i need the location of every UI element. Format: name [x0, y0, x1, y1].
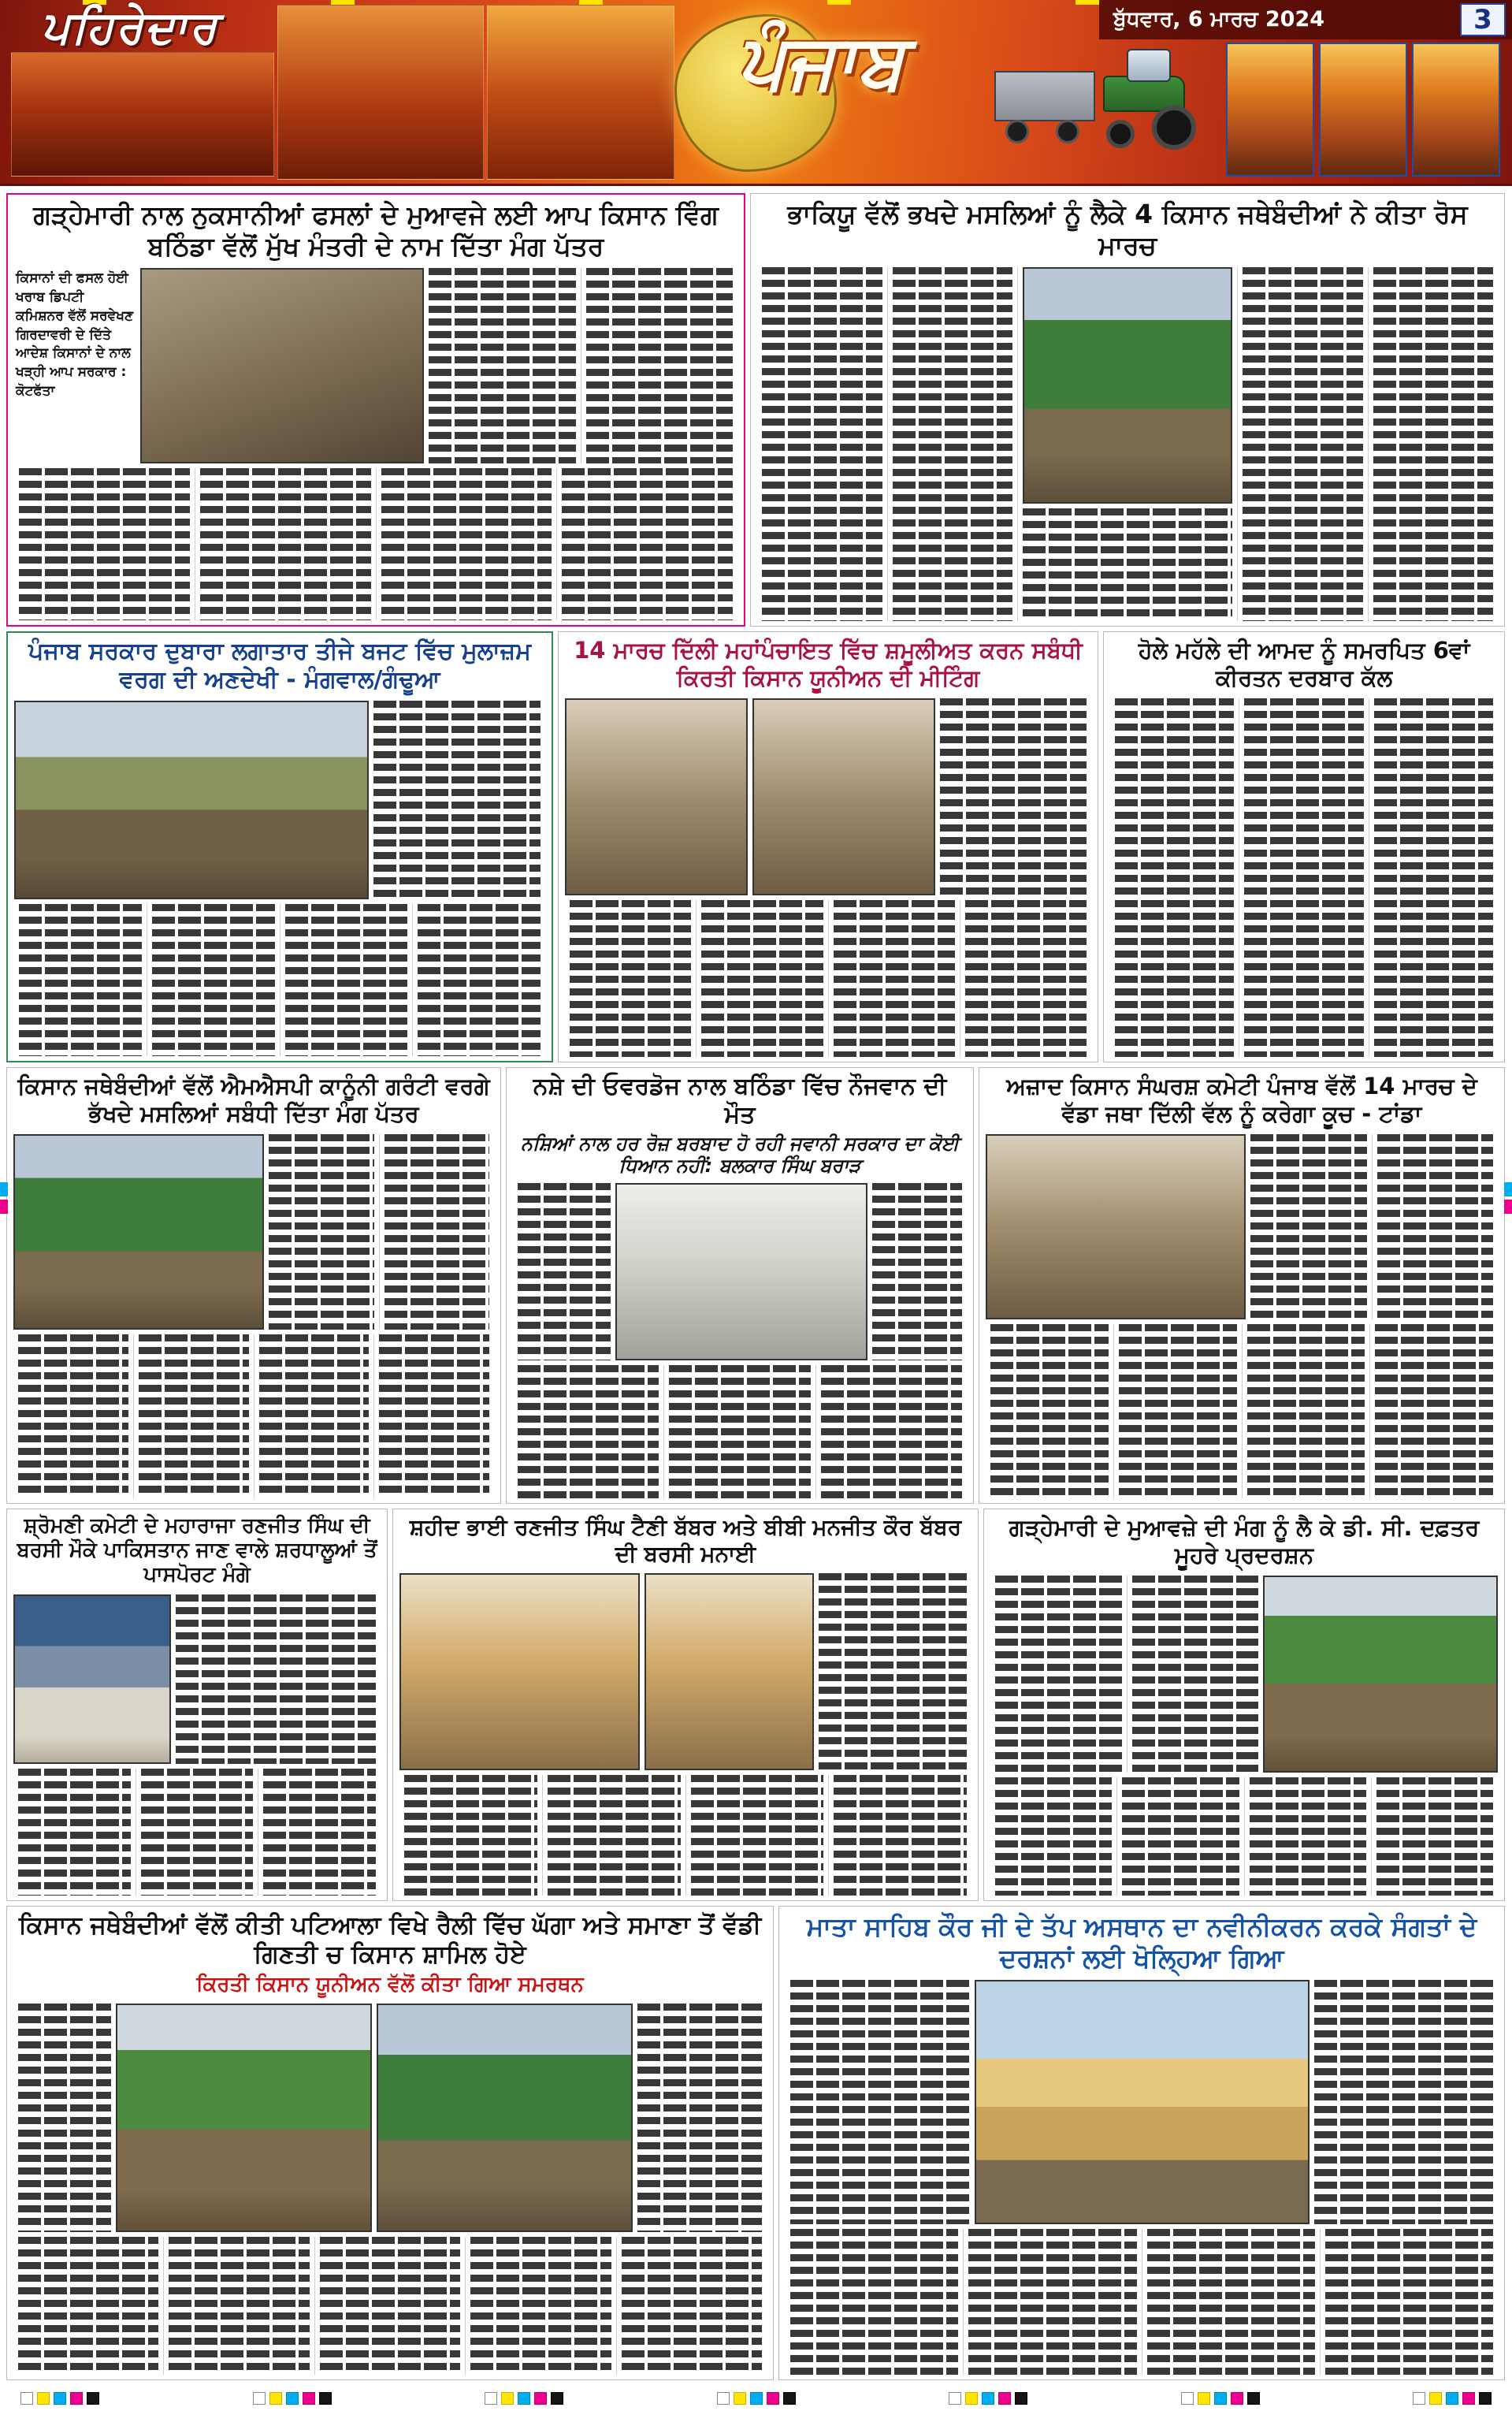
body-text — [385, 1134, 490, 1330]
body-text-column — [1142, 2229, 1320, 2375]
body-text-column — [465, 2237, 615, 2375]
body-text — [1376, 1777, 1493, 1896]
body-text — [263, 1769, 376, 1896]
body-text — [404, 1775, 537, 1896]
print-mark — [827, 0, 851, 5]
children-photo-3 — [1412, 43, 1500, 177]
body-text — [586, 268, 734, 463]
body-text — [995, 1777, 1112, 1896]
village-meeting-photo-right — [752, 698, 935, 895]
body-text — [141, 1769, 254, 1896]
tractor-cab-shape — [1127, 49, 1171, 82]
body-text — [562, 468, 733, 620]
article-body-row — [13, 1769, 381, 1896]
body-text — [139, 1334, 249, 1498]
body-text — [176, 1594, 376, 1764]
body-text — [381, 468, 552, 620]
body-text-column — [1244, 1777, 1371, 1896]
plowing-scene-photo — [277, 5, 484, 180]
body-text — [1325, 2229, 1493, 2375]
trailer-wheel — [1056, 120, 1079, 143]
body-text — [1314, 1980, 1494, 2224]
tractor-wheel-small — [1106, 120, 1135, 148]
article-body-row — [13, 1134, 494, 1330]
body-text-column — [1238, 267, 1368, 621]
body-text-column — [399, 1775, 542, 1896]
body-text-column — [13, 2004, 116, 2232]
barsi-ceremony-photo-right — [645, 1573, 814, 1770]
body-text-column — [13, 1769, 136, 1896]
green-flag-march-photo — [1023, 267, 1232, 504]
village-meeting-photo-left — [565, 698, 748, 895]
article-body-row — [399, 1573, 971, 1770]
body-text — [259, 1334, 370, 1498]
article-aap-kisan-wing-memorandum — [6, 193, 745, 627]
body-text-column — [133, 1334, 254, 1498]
registration-mark-group — [253, 2392, 332, 2405]
body-text — [940, 698, 1087, 895]
article-dc-daftar-pradarshan — [983, 1509, 1505, 1901]
article-sgpc-passport-demand — [6, 1509, 388, 1901]
article-body-row — [13, 1334, 494, 1498]
body-text — [637, 2004, 762, 2232]
article-budget-mulazam-andekhi — [6, 631, 553, 1062]
body-text-column — [258, 1769, 381, 1896]
body-text-column — [990, 1777, 1116, 1896]
body-text-column — [786, 2229, 963, 2375]
body-text — [701, 900, 823, 1057]
body-text-column — [565, 900, 696, 1057]
article-overdose-naujawan-maut — [506, 1067, 974, 1504]
children-photo-1 — [1226, 43, 1314, 177]
rally-crowd-photo-left — [116, 2004, 372, 2232]
body-text — [965, 900, 1087, 1057]
article-body-row — [14, 268, 737, 463]
article-body-row — [565, 698, 1091, 895]
body-text — [762, 267, 882, 621]
edition-date: ਬੁੱਧਵਾਰ, 6 ਮਾਰਚ 2024 — [1113, 7, 1325, 32]
headline: ਮਾਤਾ ਸਾਹਿਬ ਕੌਰ ਜੀ ਦੇ ਤੱਪ ਅਸਥਾਨ ਦਾ ਨਵੀਨੀਕਰਨ ਕਰਕੇ ਸੰਗਤਾਂ ਦੇ ਦਰਸ਼ਨਾਂ ਲਈ ਖੋਲ੍ਹਿਆ ਗਿਆ — [806, 1911, 1477, 1974]
body-text-column — [887, 267, 1018, 621]
body-text-column — [163, 2237, 314, 2375]
body-text — [968, 2229, 1136, 2375]
registration-marks — [0, 2385, 1512, 2411]
body-text-column — [814, 1573, 971, 1770]
body-text-column — [960, 900, 1091, 1057]
body-text — [1374, 698, 1493, 1057]
date-band — [1099, 0, 1512, 39]
body-text — [285, 904, 408, 1056]
section-title: ਪੰਜਾਬ — [737, 17, 904, 106]
body-text-column — [786, 1980, 975, 2224]
article-hola-mohalla-kirtan-darbar — [1103, 631, 1505, 1062]
body-text-column — [14, 468, 195, 620]
body-text — [19, 904, 142, 1056]
article-body-row — [14, 468, 737, 620]
body-text — [18, 2004, 111, 2232]
article-babbar-barsi — [392, 1509, 979, 1901]
body-text-column — [1116, 1777, 1243, 1896]
body-text — [1243, 267, 1363, 621]
masthead-banner — [0, 0, 1512, 186]
body-text — [200, 468, 371, 620]
body-text — [1247, 1324, 1365, 1498]
photo-column — [1017, 267, 1238, 621]
body-text-column — [1110, 698, 1239, 1057]
body-text-column — [757, 267, 887, 621]
trailer-wheel — [1005, 120, 1029, 143]
body-text-column — [663, 1365, 815, 1498]
indoor-meeting-photo — [986, 1134, 1246, 1319]
article-body-row — [990, 1777, 1498, 1896]
hospital-ward-photo — [615, 1183, 867, 1360]
body-text-column — [1242, 1324, 1370, 1498]
article-body-row — [786, 2229, 1498, 2375]
body-text-column — [171, 1594, 381, 1764]
body-text — [819, 1573, 967, 1770]
body-text-column — [412, 904, 545, 1056]
body-text-column — [542, 1775, 685, 1896]
body-text-column — [581, 268, 738, 463]
body-text-column — [147, 904, 280, 1056]
registration-mark-group — [20, 2392, 99, 2405]
tractor-wheel-big — [1152, 106, 1196, 150]
body-text-column — [314, 2237, 465, 2375]
body-text-column — [195, 468, 376, 620]
body-text — [1250, 1134, 1367, 1319]
body-text — [570, 900, 691, 1057]
article-bku-rosh-march — [750, 193, 1505, 627]
body-text-column — [1246, 1134, 1372, 1319]
body-text-column — [13, 1334, 133, 1498]
body-text — [169, 2237, 309, 2375]
memorandum-presentation-group-photo — [140, 268, 424, 463]
body-text-column — [1239, 698, 1368, 1057]
article-azad-kisan-sangharsh-committee — [979, 1067, 1505, 1504]
article-body-row — [399, 1775, 971, 1896]
body-text — [470, 2237, 611, 2375]
body-text — [691, 1775, 824, 1896]
body-text — [518, 1183, 611, 1360]
body-text-column — [990, 1576, 1127, 1773]
article-msp-kanooni-guarantee — [6, 1067, 501, 1504]
article-body-row — [13, 2004, 767, 2232]
body-text — [821, 1365, 962, 1498]
festival-scene-photo — [487, 5, 674, 180]
body-text — [429, 268, 576, 463]
headline: ਹੋਲੇ ਮਹੱਲੇ ਦੀ ਆਮਦ ਨੂੰ ਸਮਰਪਿਤ 6ਵਾਂ ਕੀਰਤਨ ਦਰਬਾਰ ਕੱਲ — [1138, 637, 1470, 691]
body-text — [548, 1775, 681, 1896]
headline: ਸ਼੍ਰੋਮਣੀ ਕਮੇਟੀ ਦੇ ਮਹਾਰਾਜਾ ਰਣਜੀਤ ਸਿੰਘ ਦੀ ਬਰਸੀ ਮੌਕੇ ਪਾਕਿਸਤਾਨ ਜਾਣ ਵਾਲੇ ਸ਼ਰਧਾਲੂਆਂ ਤੋਂ ਪਾਸਪੋਰਟ ਮੰਗੇ — [17, 1514, 377, 1587]
print-mark — [0, 1182, 8, 1196]
body-text — [518, 1365, 659, 1498]
body-text-column — [1372, 1134, 1499, 1319]
body-text-column — [1369, 698, 1498, 1057]
headline: ਸ਼ਹੀਦ ਭਾਈ ਰਣਜੀਤ ਸਿੰਘ ਟੈਣੀ ਬੱਬਰ ਅਤੇ ਬੀਬੀ ਮਨਜੀਤ ਕੌਰ ਬੱਬਰ ਦੀ ਬਰਸੀ ਮਨਾਈ — [409, 1514, 962, 1567]
body-text — [379, 1334, 489, 1498]
body-text — [834, 1775, 967, 1896]
employees-group-photo — [14, 701, 369, 899]
body-text — [19, 468, 190, 620]
headline: ਗੜ੍ਹੇਮਾਰੀ ਦੇ ਮੁਆਵਜ਼ੇ ਦੀ ਮੰਗ ਨੂੰ ਲੈ ਕੇ ਡੀ. ਸੀ. ਦਫ਼ਤਰ ਮੂਹਰੇ ਪ੍ਰਦਰਸ਼ਨ — [1009, 1514, 1480, 1568]
headline: 14 ਮਾਰਚ ਦਿੱਲੀ ਮਹਾਂਪੰਚਾਇਤ ਵਿੱਚ ਸ਼ਮੂਲੀਅਤ ਕਰਨ ਸਬੰਧੀ ਕਿਰਤੀ ਕਿਸਾਨ ਯੂਨੀਅਨ ਦੀ ਮੀਟਿੰਗ — [574, 637, 1083, 691]
headline: ਕਿਸਾਨ ਜਥੇਬੰਦੀਆਂ ਵੱਲੋਂ ਕੀਤੀ ਪਟਿਆਲਾ ਵਿਖੇ ਰੈਲੀ ਵਿੱਚ ਘੱਗਾ ਅਤੇ ਸਮਾਣਾ ਤੋਂ ਵੱਡੀ ਗਿਣਤੀ ਚ ਕਿਸਾਨ ਸ਼ਾਮਿਲ ਹੋਏ — [18, 1911, 762, 1970]
print-mark — [1075, 0, 1099, 5]
body-text — [790, 2229, 958, 2375]
body-text — [893, 267, 1013, 621]
body-text-column — [264, 1134, 379, 1330]
headline: ਨਸ਼ੇ ਦੀ ਓਵਰਡੋਜ ਨਾਲ ਬਠਿੰਡਾ ਵਿੱਚ ਨੌਜਵਾਨ ਦੀ ਮੌਤ — [533, 1073, 947, 1129]
body-text-column — [815, 1365, 967, 1498]
body-text-column — [1369, 1324, 1498, 1498]
body-text-column — [376, 468, 557, 620]
body-text — [1115, 698, 1234, 1057]
body-text — [1122, 1777, 1239, 1896]
body-text — [669, 1365, 810, 1498]
body-text — [1377, 1134, 1494, 1319]
body-text-column — [136, 1769, 258, 1896]
headline: ਗੜ੍ਹੇਮਾਰੀ ਨਾਲ ਨੁਕਸਾਨੀਆਂ ਫਸਲਾਂ ਦੇ ਮੁਆਵਜੇ ਲਈ ਆਪ ਕਿਸਾਨ ਵਿੰਗ ਬਠਿੰਡਾ ਵੱਲੋਂ ਮੁੱਖ ਮੰਤਰੀ ਦੇ ਨਾਮ ਦਿੱਤਾ ਮੰਗ ਪੱਤਰ — [33, 199, 719, 262]
body-text — [18, 1334, 128, 1498]
subhead: ਨਸ਼ਿਆਂ ਨਾਲ ਹਰ ਰੋਜ਼ ਬਰਬਾਦ ਹੋ ਰਹੀ ਜਵਾਨੀ ਸਰਕਾਰ ਦਾ ਕੋਈ ਧਿਆਨ ਨਹੀਂ: ਬਲਕਾਰ ਸਿੰਘ ਬਰਾੜ — [521, 1133, 959, 1177]
protest-flags-photo — [1263, 1576, 1498, 1773]
body-text — [1375, 1324, 1493, 1498]
body-text — [1250, 1777, 1366, 1896]
body-text — [1244, 698, 1363, 1057]
article-body-row — [786, 1980, 1498, 2224]
body-text-column — [373, 1334, 494, 1498]
body-text-column — [867, 1183, 967, 1360]
print-mark — [1504, 1182, 1512, 1196]
body-text — [18, 1769, 131, 1896]
page-number: 3 — [1460, 3, 1506, 36]
body-text-column — [685, 1775, 829, 1896]
article-mata-sahib-kaur-asthan — [778, 1906, 1505, 2380]
body-text — [622, 2237, 762, 2375]
article-body-row — [986, 1324, 1498, 1498]
print-mark — [1504, 1200, 1512, 1214]
registration-mark-group — [717, 2392, 796, 2405]
body-text — [320, 2237, 460, 2375]
body-text-column — [379, 1134, 495, 1330]
article-patiala-rally — [6, 1906, 774, 2380]
body-text-column — [963, 2229, 1141, 2375]
body-text-column — [935, 698, 1091, 895]
body-text-column — [14, 904, 147, 1056]
body-text — [269, 1134, 374, 1330]
body-text — [834, 900, 955, 1057]
body-text-column — [254, 1334, 374, 1498]
shrine-renovation-photo — [975, 1980, 1310, 2224]
body-text-column — [13, 2237, 163, 2375]
body-text — [418, 904, 541, 1056]
article-body-row — [513, 1183, 967, 1360]
article-kirti-kisan-union-meeting — [558, 631, 1098, 1062]
body-text-column — [369, 701, 545, 899]
body-text-column — [828, 1775, 971, 1896]
body-text-column — [1371, 1777, 1498, 1896]
registration-mark-group — [949, 2392, 1027, 2405]
body-text-column — [1113, 1324, 1242, 1498]
farmers-flags-memorandum-photo — [13, 1134, 264, 1330]
body-text-column — [280, 904, 413, 1056]
body-text-column — [1368, 267, 1499, 621]
headline: ਭਾਕਿਯੂ ਵੱਲੋਂ ਭਖਦੇ ਮਸਲਿਆਂ ਨੂੰ ਲੈਕੇ 4 ਕਿਸਾਨ ਜਥੇਬੰਦੀਆਂ ਨੇ ਕੀਤਾ ਰੋਸ ਮਾਰਚ — [787, 199, 1468, 261]
body-text — [872, 1183, 962, 1360]
farmers-field-photo — [11, 52, 274, 177]
registration-mark-group — [1413, 2392, 1492, 2405]
article-body-row — [14, 904, 545, 1056]
body-text-column — [424, 268, 581, 463]
barsi-ceremony-photo-left — [399, 1573, 640, 1770]
registration-mark-group — [1181, 2392, 1260, 2405]
body-text-column — [1320, 2229, 1498, 2375]
body-text-column — [556, 468, 737, 620]
article-body-row — [513, 1365, 967, 1498]
body-text — [1119, 1324, 1237, 1498]
body-text — [1132, 1576, 1259, 1773]
body-text-column — [828, 900, 960, 1057]
elder-portrait-photo — [13, 1594, 171, 1764]
body-text — [1147, 2229, 1315, 2375]
article-body-row — [13, 1594, 381, 1764]
paper-name-logo: ਪਹਿਰੇਦਾਰ — [41, 2, 218, 54]
body-text-column — [986, 1324, 1113, 1498]
body-text — [790, 1980, 970, 2224]
headline: ਅਜ਼ਾਦ ਕਿਸਾਨ ਸੰਘਰਸ਼ ਕਮੇਟੀ ਪੰਜਾਬ ਵੱਲੋਂ 14 ਮਾਰਚ ਦੇ ਵੱਡਾ ਜਥਾ ਦਿੱਲੀ ਵੱਲ ਨੂੰ ਕਰੇਗਾ ਕੂਚ - ਟਾਂਡਾ — [1006, 1073, 1477, 1127]
article-body-row — [1110, 698, 1498, 1057]
headline: ਕਿਸਾਨ ਜਥੇਬੰਦੀਆਂ ਵੱਲੋਂ ਐਮਐਸਪੀ ਕਾਨੂੰਨੀ ਗਰੰਟੀ ਵਰਗੇ ਭੱਖਦੇ ਮਸਲਿਆਂ ਸਬੰਧੀ ਦਿੱਤਾ ਮੰਗ ਪੱਤਰ — [17, 1073, 490, 1127]
article-body-row — [990, 1576, 1498, 1773]
body-text-column — [513, 1183, 615, 1360]
article-body-row — [757, 267, 1498, 621]
rally-crowd-photo-right — [377, 2004, 633, 2232]
tractor-graphic — [994, 41, 1223, 167]
body-text — [995, 1576, 1122, 1773]
registration-mark-group — [485, 2392, 563, 2405]
body-text — [1373, 267, 1494, 621]
article-body-row — [986, 1134, 1498, 1319]
body-text-column — [1127, 1576, 1264, 1773]
body-text — [990, 1324, 1109, 1498]
article-body-row — [13, 2237, 767, 2375]
body-text — [373, 701, 541, 899]
body-text-column — [513, 1365, 663, 1498]
body-text-column — [616, 2237, 767, 2375]
article-body-row — [565, 900, 1091, 1057]
print-mark — [0, 1200, 8, 1214]
headline: ਪੰਜਾਬ ਸਰਕਾਰ ਦੁਬਾਰਾ ਲਗਾਤਾਰ ਤੀਜੇ ਬਜਟ ਵਿੱਚ ਮੁਲਾਜ਼ਮ ਵਰਗ ਦੀ ਅਣਦੇਖੀ - ਮੰਗਵਾਲ/ਗੰਢੂਆ — [28, 638, 531, 694]
children-photo-2 — [1319, 43, 1407, 177]
body-text — [1023, 508, 1232, 621]
body-text — [18, 2237, 158, 2375]
body-text-column — [633, 2004, 767, 2232]
trailer-shape — [994, 71, 1095, 121]
subhead: ਕਿਰਤੀ ਕਿਸਾਨ ਯੂਨੀਅਨ ਵੱਲੋਂ ਕੀਤਾ ਗਿਆ ਸਮਰਥਨ — [196, 1973, 584, 1997]
body-text-column — [1310, 1980, 1499, 2224]
kicker-text: ਕਿਸਾਨਾਂ ਦੀ ਫਸਲ ਹੋਈ ਖਰਾਬ ਡਿਪਟੀ ਕਮਿਸ਼ਨਰ ਵੱਲੋਂ ਸਰਵੇਖਣ ਗਿਰਦਾਵਰੀ ਦੇ ਦਿੱਤੇ ਆਦੇਸ਼ ਕਿਸਾਨਾਂ ਦੇ ਨਾਲ ਖੜ੍ਹੀ ਆਪ ਸਰਕਾਰ : ਕੋਟਫੱਤਾ — [16, 270, 134, 399]
body-text-column — [696, 900, 827, 1057]
article-body-row — [14, 701, 545, 899]
body-text — [152, 904, 275, 1056]
